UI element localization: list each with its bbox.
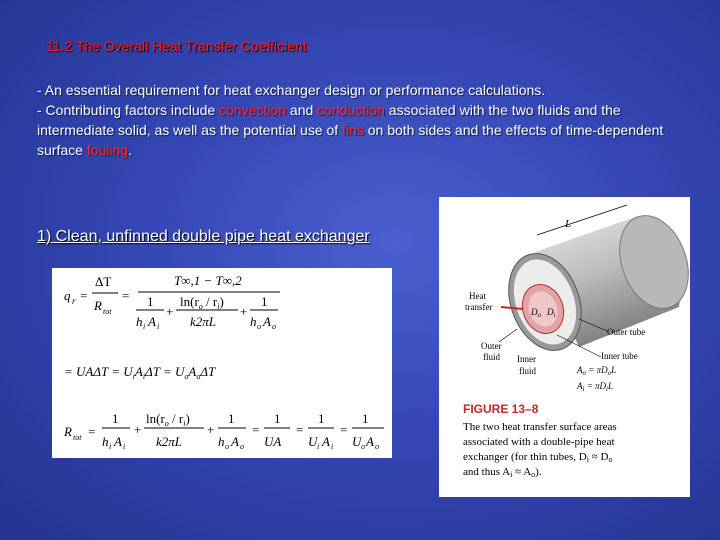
subscript: i <box>132 372 135 381</box>
subscript: o <box>198 302 203 311</box>
equation-line-2: = UAΔT = U <box>64 364 133 379</box>
subscript: i <box>217 302 220 311</box>
equals-sign: = <box>252 422 260 437</box>
equation-line-2: ΔT = U <box>145 364 185 379</box>
a-i-symbol: A <box>148 314 156 329</box>
subscript: o <box>272 322 276 331</box>
outer-tube-label: Outer tube <box>607 327 646 337</box>
subscript: o <box>375 442 379 451</box>
one: 1 <box>261 294 268 309</box>
plus-sign: + <box>166 304 174 319</box>
equals-sign: = <box>122 288 130 303</box>
a-o-symbol: A <box>366 434 374 449</box>
svg-text:= UAΔT = UiAiΔT = UoAoΔT <box>64 364 216 381</box>
figure-caption-line: associated with a double-pipe heat <box>463 436 615 448</box>
one: 1 <box>147 294 154 309</box>
keyword-convection: convection <box>219 102 287 118</box>
q-symbol: q <box>64 288 71 303</box>
ln-term: ) <box>219 294 224 309</box>
bullet-1: - An essential requirement for heat exchanger design or performance calculations. <box>37 82 546 98</box>
equals-sign: = <box>80 288 88 303</box>
equation-line-2: ΔT <box>200 364 216 379</box>
figure-caption-title: FIGURE 13–8 <box>463 402 539 416</box>
figure-caption-line: exchanger (for thin tubes, Di ≈ Do <box>463 451 613 464</box>
one: 1 <box>228 411 235 426</box>
bullet-2-text: on both sides and the effects of time-dependent surface <box>37 122 664 158</box>
svg-text:ln(ro / ri) <box>146 411 190 428</box>
equals-sign: = <box>296 422 304 437</box>
ln-term: ln(r <box>180 294 199 309</box>
figure-panel <box>439 197 690 497</box>
r-tot-subscript: tot <box>103 307 112 316</box>
ao-area-label: $A_o = \pi D_oL$ <box>577 365 617 377</box>
subscript: i <box>143 322 146 331</box>
subscript: o <box>184 372 189 381</box>
h-i-symbol: h <box>102 434 109 449</box>
ai-area-label: $A_i = \pi D_iL$ <box>577 381 614 393</box>
bullet-2 <box>37 100 687 160</box>
inner-fluid-label: Inner fluid <box>517 354 536 376</box>
a-i-symbol: A <box>134 364 143 379</box>
heat-transfer-label: Heat transfer <box>465 291 493 312</box>
subscript: i <box>331 442 334 451</box>
bullet-2-text: . <box>128 142 132 158</box>
delta-t-numerator: ΔT <box>95 274 112 289</box>
k2pil-term: k2πL <box>190 314 217 329</box>
one: 1 <box>274 411 281 426</box>
subscript: i <box>109 442 112 451</box>
a-o-symbol: A <box>263 314 271 329</box>
section-subheading: 1) Clean, unfinned double pipe heat exchanger <box>37 228 370 245</box>
k2pil-term: k2πL <box>156 434 183 449</box>
subscript: o <box>196 372 201 381</box>
one: 1 <box>362 411 369 426</box>
one: 1 <box>112 411 119 426</box>
figure-caption-line: The two heat transfer surface areas <box>463 421 617 433</box>
subscript: o <box>225 442 229 451</box>
equation-graphic <box>52 268 392 458</box>
length-label: L <box>565 218 572 230</box>
subscript: o <box>240 442 244 451</box>
subscript: o <box>164 419 169 428</box>
di-label: $D_i$ <box>547 307 556 319</box>
ln-term: / r <box>202 294 218 309</box>
bullet-2-text: and <box>286 102 318 118</box>
u-symbol: U <box>308 434 318 449</box>
do-label: $D_o$ <box>531 307 541 319</box>
subscript: i <box>183 419 186 428</box>
subscript: tot <box>73 433 82 442</box>
h-o-symbol: h <box>250 314 257 329</box>
bullet-2-text: - Contributing factors include <box>37 102 220 118</box>
svg-text:ln(ro / ri) <box>180 294 224 311</box>
u-symbol: U <box>352 434 362 449</box>
plus-sign: + <box>207 422 215 437</box>
leader-line <box>499 329 517 342</box>
subscript: o <box>257 322 261 331</box>
r-tot-symbol: R <box>64 424 72 439</box>
ln-term: / r <box>168 411 184 426</box>
h-i-symbol: h <box>136 314 143 329</box>
ln-term: ) <box>185 411 190 426</box>
bullet-text <box>37 80 687 160</box>
one: 1 <box>318 411 325 426</box>
subscript: i <box>317 442 320 451</box>
ua-term: UA <box>264 434 282 449</box>
outer-fluid-label: Outer fluid <box>481 341 502 362</box>
plus-sign: + <box>134 422 142 437</box>
figure-caption-line: and thus Ai ≈ Ao). <box>463 466 542 479</box>
h-o-symbol: h <box>218 434 225 449</box>
inner-tube-label: Inner tube <box>601 351 638 361</box>
a-o-symbol: A <box>188 364 197 379</box>
a-o-symbol: A <box>231 434 239 449</box>
bullet-2-text: associated with the two fluids and the intermediate solid, as well as the potential use of <box>37 102 621 138</box>
subscript: o <box>361 442 365 451</box>
ln-term: ln(r <box>146 411 165 426</box>
q-subscript: r <box>72 296 76 306</box>
a-i-symbol: A <box>322 434 330 449</box>
keyword-conduction: conduction <box>317 102 385 118</box>
plus-sign: + <box>240 304 248 319</box>
equals-sign: = <box>340 422 348 437</box>
keyword-fouling: fouling <box>86 142 129 158</box>
keyword-fins: fins <box>342 122 364 138</box>
r-tot-symbol: R <box>94 298 102 313</box>
svg-text:q <box>64 288 71 303</box>
equals-sign: = <box>88 424 96 439</box>
subscript: i <box>157 322 160 331</box>
subscript: i <box>142 372 146 381</box>
temperature-difference-numerator: T∞,1 − T∞,2 <box>174 273 242 288</box>
slide-title: 11.2 The Overall Heat Transfer Coefficient <box>46 38 307 54</box>
subscript: i <box>123 442 126 451</box>
a-i-symbol: A <box>114 434 122 449</box>
double-pipe-figure <box>439 197 690 497</box>
equation-panel <box>52 268 392 458</box>
